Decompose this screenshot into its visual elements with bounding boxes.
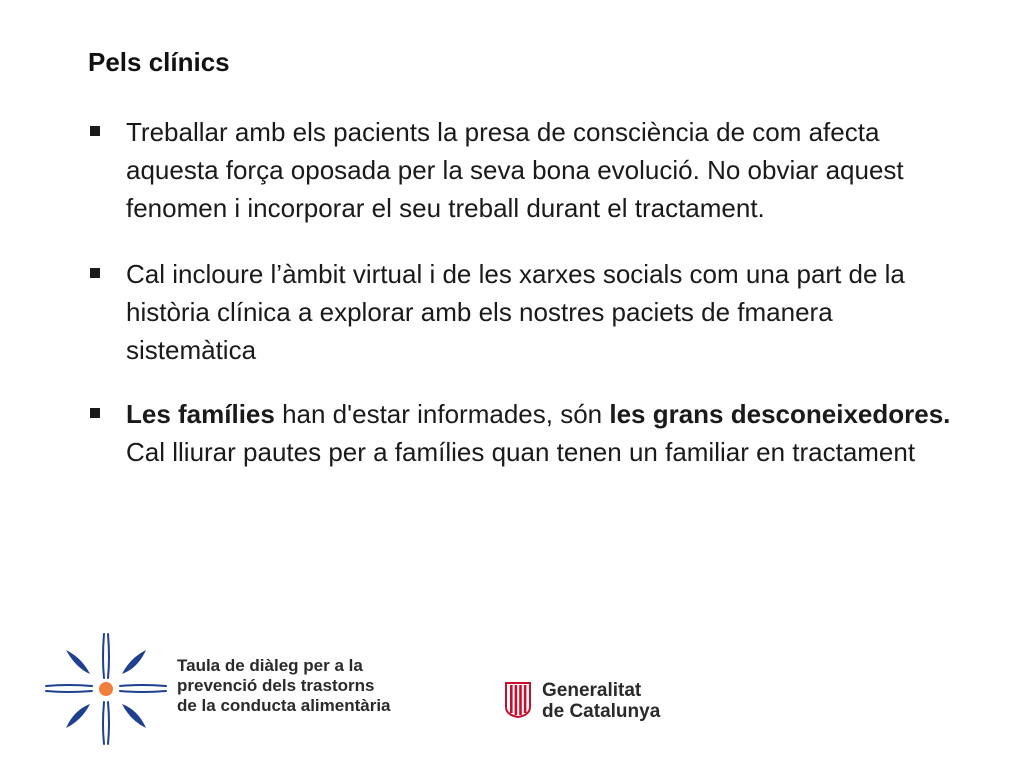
tdd-logo-line: prevenció dels trastorns bbox=[177, 676, 375, 695]
square-bullet-icon bbox=[90, 268, 100, 278]
square-bullet-icon bbox=[90, 126, 100, 136]
gencat-logo-text bbox=[542, 680, 660, 722]
bullet-item bbox=[88, 113, 968, 227]
slide-title: Pels clínics bbox=[88, 47, 230, 77]
square-bullet-icon bbox=[90, 408, 100, 418]
bullet-item bbox=[88, 255, 968, 369]
tdd-flower-logo-icon bbox=[42, 628, 170, 750]
tdd-logo-line: Taula de diàleg per a la bbox=[177, 656, 363, 675]
gencat-logo-line: Generalitat bbox=[542, 680, 642, 701]
bullet-list bbox=[88, 113, 968, 499]
bullet-text: Cal lliurar pautes per a famílies quan tenen un familiar en tractament bbox=[126, 437, 916, 467]
tdd-logo-line: de la conducta alimentària bbox=[177, 696, 391, 715]
gencat-logo-line: de Catalunya bbox=[542, 701, 661, 722]
bullet-text: Treballar amb els pacients la presa de consciència de com afecta aquesta força oposada per la seva bona evolució. No obviar aquest fenomen i incorporar el seu treball durant el tractament. bbox=[126, 117, 904, 223]
tdd-logo-text bbox=[177, 656, 391, 716]
bullet-bold-text: les grans desconeixedores. bbox=[609, 399, 951, 429]
senyera-logo-icon bbox=[502, 681, 534, 719]
bullet-bold-text: Les famílies bbox=[126, 399, 275, 429]
bullet-text: han d'estar informades, són bbox=[274, 399, 610, 429]
bullet-item bbox=[88, 395, 968, 471]
bullet-text: Cal incloure l’àmbit virtual i de les xarxes socials com una part de la història clínica a explorar amb els nostres paciets de fmanera sistemàtica bbox=[126, 259, 905, 365]
